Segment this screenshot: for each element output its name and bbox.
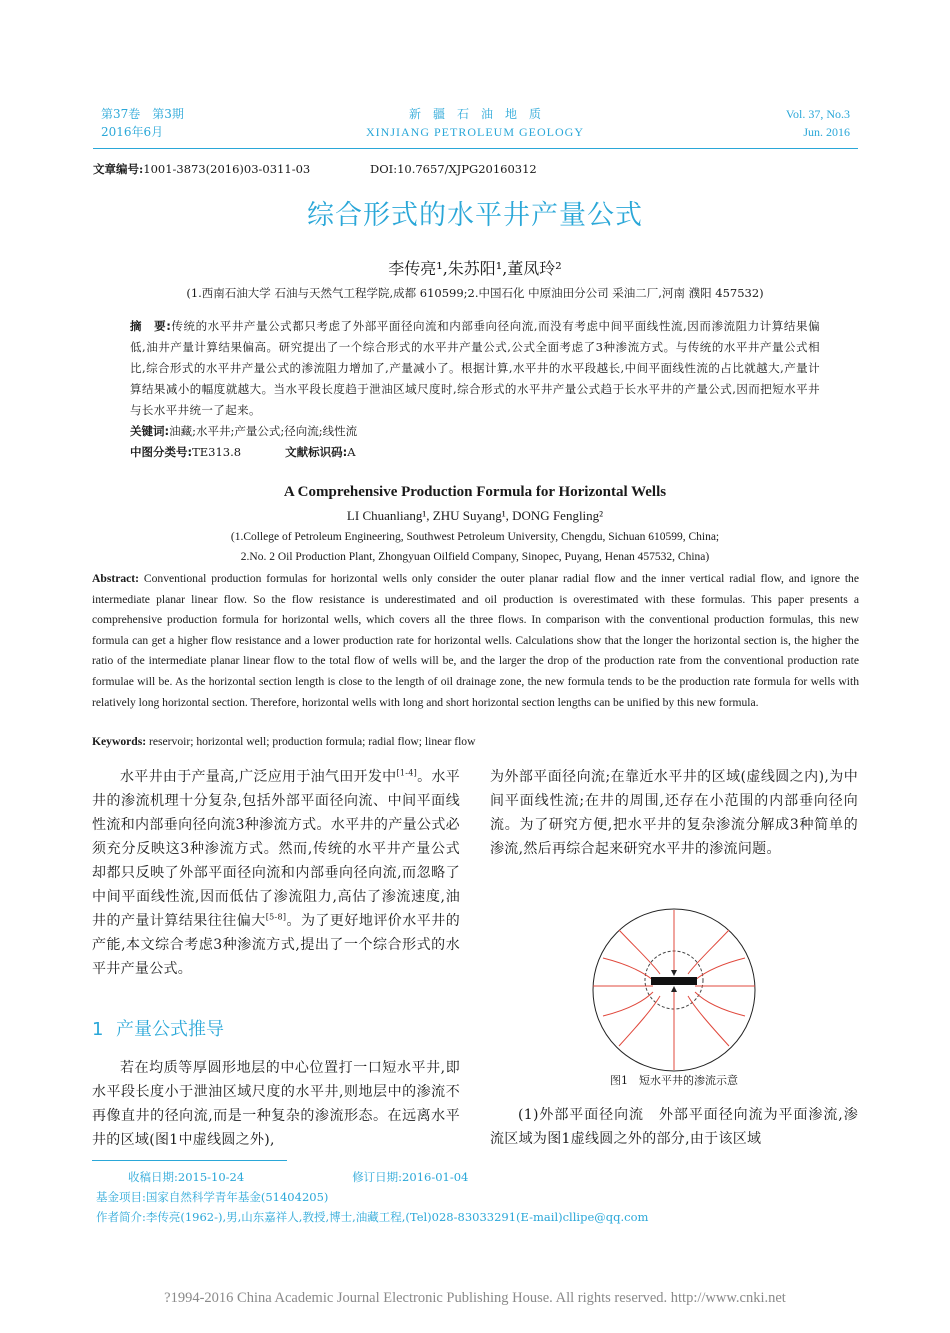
affiliation-en-1: (1.College of Petroleum Engineering, Southwest Petroleum University, Chengdu, Sichuan 610599, China;	[230, 531, 720, 543]
journal-volume-issue: 第37卷 第3期	[101, 107, 184, 121]
affiliation-cn: (1.西南石油大学 石油与天然气工程学院,成都 610599;2.中国石化 中原油田分公司 采油二厂,河南 濮阳 457532)	[186, 286, 764, 300]
revised-date: 修订日期:2016-01-04	[352, 1170, 469, 1184]
journal-date-en: Jun. 2016	[803, 125, 850, 139]
streamline	[603, 992, 653, 1016]
classification	[130, 443, 356, 461]
streamline	[603, 958, 653, 980]
abstract-cn-label: 摘 要:	[130, 319, 172, 333]
figure-horizontal-well-flow	[589, 906, 759, 1076]
doi: DOI:10.7657/XJPG20160312	[370, 162, 537, 176]
right-paragraph-2: (1)外部平面径向流 外部平面径向流为平面渗流,渗流区域为图1虚线圆之外的部分,由于该区域	[490, 1107, 858, 1147]
clc-value: TE313.8	[192, 445, 242, 459]
received-date: 收稿日期:2015-10-24	[128, 1170, 245, 1184]
streamline	[688, 930, 729, 974]
doc-code-value: A	[347, 445, 356, 459]
intro-text-1: 水平井由于产量高,广泛应用于油气田开发中	[120, 769, 397, 785]
intro-paragraph	[92, 765, 460, 981]
journal-volume-en: Vol. 37, No.3	[785, 107, 850, 121]
right-paragraph-1: 为外部平面径向流;在靠近水平井的区域(虚线圆之内),为中间平面线性流;在井的周围,还存在小范围的内部垂向径向流。为了研究方便,把水平井的复杂渗流分解成3种简单的渗流,然后再综合起来研究水平井的渗流问题。	[490, 769, 858, 857]
abstract-cn-text: 传统的水平井产量公式都只考虑了外部平面径向流和内部垂向径向流,而没有考虑中间平面线性流,因而渗流阻力计算结果偏低,油井产量计算结果偏高。研究提出了一个综合形式的水平井产量公式,公式全面考虑了3种渗流方式。与传统的水平井产量公式相比,综合形式的水平井产量公式的渗流阻力增加了,产量减小了。根据计算,水平井的水平段越长,中间平面线性流的占比就越大,产量计算结果减小的幅度就越大。当水平段长度趋于泄油区域尺度时,综合形式的水平井产量公式趋于长水平井的产量公式,因而把短水平井与长水平井统一了起来。	[130, 319, 820, 417]
intro-text-2: 。水平井的渗流机理十分复杂,包括外部平面径向流、中间平面线性流和内部垂向径向流3种渗流方式。水平井的产量公式必须充分反映这3种渗流方式。然而,传统的水平井产量公式却都只反映了外部平面径向流和内部垂向径向流,而忽略了中间平面线性流,因而低估了渗流阻力,高估了渗流速度,油井的产量计算结果往往偏大	[92, 769, 460, 929]
clc-label: 中图分类号:	[130, 445, 193, 459]
citation-1-4: [1-4]	[396, 768, 418, 778]
streamline	[619, 996, 660, 1046]
title-cn: 综合形式的水平井产量公式	[307, 200, 643, 231]
streamline	[695, 958, 745, 980]
header-rule	[93, 148, 858, 149]
keywords-en	[92, 733, 475, 751]
section-title: 产量公式推导	[116, 1019, 224, 1040]
fund-info: 基金项目:国家自然科学青年基金(51404205)	[96, 1190, 329, 1204]
figure-caption: 图1 短水平井的渗流示意	[610, 1074, 738, 1087]
keywords-en-label: Keywords:	[92, 735, 147, 748]
streamline	[695, 992, 745, 1016]
keywords-cn-text: 油藏;水平井;产量公式;径向流;线性流	[169, 424, 358, 438]
title-en: A Comprehensive Production Formula for Horizontal Wells	[283, 484, 667, 500]
article-number	[93, 161, 310, 177]
footnote-rule	[92, 1160, 287, 1161]
streamline	[688, 996, 729, 1046]
arrow-down-icon	[671, 970, 677, 976]
journal-date: 2016年6月	[101, 125, 164, 139]
authors-cn: 李传亮¹,朱苏阳¹,董凤玲²	[388, 259, 562, 278]
received-dates	[96, 1168, 468, 1186]
keywords-en-text: reservoir; horizontal well; production formula; radial flow; linear flow	[149, 735, 476, 748]
abstract-cn	[130, 316, 820, 421]
horizontal-well-icon	[651, 977, 697, 985]
author-bio: 作者简介:李传亮(1962-),男,山东嘉祥人,教授,博士,油藏工程,(Tel)028-83033291(E-mail)cllipe@qq.com	[96, 1210, 649, 1224]
journal-name-cn: 新 疆 石 油 地 质	[408, 107, 541, 121]
authors-en: LI Chuanliang¹, ZHU Suyang¹, DONG Fengling²	[346, 508, 604, 523]
doc-code-label: 文献标识码:	[285, 445, 348, 459]
copyright-line: ?1994-2016 China Academic Journal Electronic Publishing House. All rights reserved. http://www.cnki.net	[164, 1290, 786, 1306]
abstract-en-text: Conventional production formulas for horizontal wells only consider the outer planar radial flow and the inner vertical radial flow, and ignore the intermediate planar linear flow. So the flow resistance is underestimated and oil production is overestimated with these formulas. This paper presents a comprehensive production formula for horizontal wells, which covers all the three flows. In comparison with the conventional production formulas, this new formula can get a higher flow resistance and a lower production rate for horizontal wells. Calculations show that the longer the horizontal section is, the higher the ratio of the intermediate planar linear flow to the total flow of wells will be, and the larger the drop of the production rate from the conventional production rate formulae will be. As the horizontal section length is close to the length of oil drainage zone, the new formula tends to be the production rate formula for wells with relatively long horizontal section. Therefore, horizontal wells with long and short horizontal section lengths can be unified by this new formula.	[92, 572, 859, 709]
section-heading	[92, 1016, 224, 1044]
abstract-en	[92, 569, 859, 713]
journal-name-en: XINJIANG PETROLEUM GEOLOGY	[366, 125, 584, 139]
section1-paragraph: 若在均质等厚圆形地层的中心位置打一口短水平井,即水平段长度小于泄油区域尺度的水平井,则地层中的渗流不再像直井的径向流,而是一种复杂的渗流形态。在远离水平井的区域(图1中虚线圆之外),	[92, 1060, 460, 1148]
arrow-up-icon	[671, 986, 677, 992]
article-number-label: 文章编号:	[93, 162, 144, 176]
section-number: 1	[92, 1019, 104, 1040]
article-number-value: 1001-3873(2016)03-0311-03	[143, 162, 311, 176]
intro-text-3: 。为了更好地评价水平井的产能,本文综合考虑3种渗流方式,提出了一个综合形式的水平井产量公式。	[92, 913, 460, 977]
affiliation-en-2: 2.No. 2 Oil Production Plant, Zhongyuan Oilfield Company, Sinopec, Puyang, Henan 457532, China)	[240, 551, 710, 563]
streamline	[619, 930, 660, 974]
abstract-en-label: Abstract:	[92, 572, 140, 585]
citation-5-8: [5-8]	[265, 912, 287, 922]
keywords-cn-label: 关键词:	[130, 424, 170, 438]
keywords-cn	[130, 422, 357, 440]
